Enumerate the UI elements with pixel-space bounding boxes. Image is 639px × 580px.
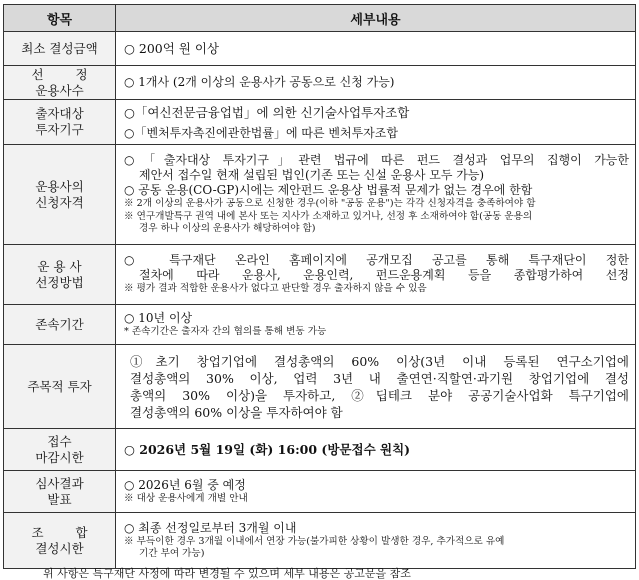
row-content [116,66,636,100]
table-row-deadline [4,429,636,471]
table-header-row [4,5,636,32]
row-label-line: 운용사수 [35,82,84,98]
row-label-line: 출자대상 [35,106,84,121]
row-label [4,145,116,245]
table-row-result-announcement [4,471,636,513]
note-line: * 존속기간은 출자자 간의 협의를 통해 변동 가능 [124,325,327,337]
table-row-min-fund-size [4,32,636,66]
content-line: ○「출자대상 투자기구」관련 법규에 따른 펀드 결성과 업무의 집행이 가능한 [124,153,629,168]
row-label-line: 신청자격 [35,194,84,210]
content-line: 결성총액의 60% 이상을 투자하여야 함 [130,404,343,420]
row-label-line: 결성시한 [35,540,84,556]
row-content [116,513,636,569]
row-content [116,245,636,305]
row-label [4,345,116,429]
row-label [4,100,116,145]
note-line: ※ 대상 운용사에게 개별 안내 [124,492,248,504]
table-row-selection-method [4,245,636,305]
row-label-line: 투자기구 [35,122,84,137]
table-row-eligibility [4,145,636,245]
note-line: 기간 부여 가능) [139,548,205,559]
content-line: ○ 공동 운용(CO-GP)시에는 제안펀드 운용상 법률적 문제가 없는 경우에 한함 [124,183,533,198]
row-label [4,245,116,305]
row-content [116,471,636,513]
row-label [4,66,116,100]
table-row-formation-deadline [4,513,636,569]
table-row-duration [4,305,636,345]
row-content [116,429,636,471]
content-line: ○ 최종 선정일로부터 3개월 이내 [124,520,297,535]
content-line: 총액의 30% 이상)을 투자하고, ②딥테크 분야 공공기술사업화 특구기업에 [130,387,629,403]
content-line: ○ 2026년 5월 19일 (화) 16:00 (방문접수 원칙) [124,442,411,457]
row-label-line: 조 합 [31,524,102,540]
table-row-main-investment [4,345,636,429]
content-line: ①초기 창업기업에 결성총액의 60% 이상(3년 이내 등록된 연구소기업에 [130,353,629,369]
note-line: ※ 2개 이상의 운용사가 공동으로 신청한 경우(이하 "공동 운용")는 각각 신청자격을 충족하여야 함 [124,198,536,210]
row-content [116,145,636,245]
row-label-line: 주목적 투자 [27,378,92,394]
note-line: ※ 평가 결과 적합한 운용사가 없다고 판단할 경우 출자하지 않을 수 있음 [124,283,427,295]
row-content [116,100,636,145]
row-label-line: 최소 결성금액 [21,40,98,56]
note-line: ※ 부득이한 경우 3개월 이내에서 연장 가능(불가피한 상황이 발생한 경우, 추가적으로 유예 [124,535,505,547]
content-line: ○ 특구재단 온라인 홈페이지에 공개모집 공고를 통해 특구재단이 정한 [124,253,629,268]
header-details: 세부내용 [116,5,636,32]
row-label [4,32,116,66]
row-label [4,429,116,471]
row-label-line: 심사결과 [35,475,84,491]
content-line: ○ 200억 원 이상 [124,41,219,56]
row-label-line: 운용사의 [35,178,84,194]
fund-requirements-table [3,4,636,569]
content-line: ○ 1개사 (2개 이상의 운용사가 공동으로 신청 가능) [124,75,395,89]
content-line: 결성총액의 30% 이상, 업력 3년 내 출연연·직할연·과기원 창업기업에 결성 [130,370,629,386]
table-row-investment-vehicle [4,100,636,145]
table-row-manager-count [4,66,636,100]
row-label-line: 발표 [47,491,72,507]
content-line: 제안서 접수일 현재 설립된 법인(기존 또는 신설 운용사 모두 가능) [139,168,485,183]
row-content [116,345,636,429]
content-line: ○「벤처투자촉진에관한법률」에 따른 벤처투자조합 [124,125,398,140]
content-line: ○「여신전문금융업법」에 의한 신기술사업투자조합 [124,104,410,120]
row-content [116,32,636,66]
row-label-line: 선정방법 [35,274,84,290]
row-label-line: 운 용 사 [37,258,82,274]
row-label [4,305,116,345]
header-item: 항목 [4,5,116,32]
row-label-line: 존속기간 [35,316,84,332]
note-line: 경우 하나 이상의 운용사가 해당하여야 함) [139,223,316,235]
row-label [4,513,116,569]
row-label-line: 접수 [47,433,72,449]
row-label-line: 마감시한 [35,449,84,465]
content-line: ○ 2026년 6월 중 예정 [124,477,246,492]
footer-text: 위 사항은 특구재단 사정에 따라 변경될 수 있으며 세부 내용은 공고문을 참조 [43,567,411,580]
content-line: ○ 10년 이상 [124,310,193,325]
footer-text-fragment [3,567,635,580]
content-line: 절차에 따라 운용사, 운용인력, 펀드운용계획 등을 종합평가하여 선정 [139,268,629,283]
note-line: ※ 연구개발특구 권역 내에 본사 또는 지사가 소재하고 있거나, 선정 후 소재하여야 함(공동 운용의 [124,210,533,222]
row-content [116,305,636,345]
row-label [4,471,116,513]
row-label-line: 선 정 [31,66,102,82]
